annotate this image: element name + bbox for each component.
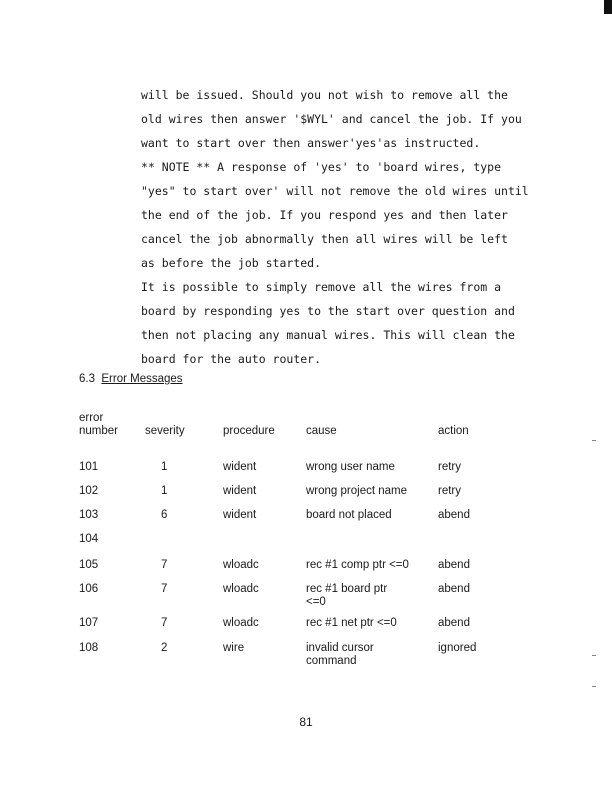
error-number: 102 [79, 485, 99, 497]
scan-margin-mark [592, 686, 596, 687]
severity: 7 [161, 559, 168, 571]
procedure: wloadc [223, 583, 259, 595]
cause: rec #1 board ptr <=0 [306, 583, 388, 608]
header-number-line2: number [79, 425, 118, 437]
header-cause: cause [306, 425, 337, 437]
severity: 7 [161, 583, 168, 595]
action: abend [438, 583, 470, 595]
table-row [79, 583, 539, 613]
action: retry [438, 461, 461, 473]
action: ignored [438, 642, 477, 654]
header-error-number [79, 412, 118, 438]
error-number: 106 [79, 583, 99, 595]
body-line: board for the auto router. [141, 352, 322, 366]
section-number: 6.3 [79, 373, 95, 385]
body-paragraph [141, 83, 541, 371]
procedure: wloadc [223, 617, 259, 629]
header-action: action [438, 425, 469, 437]
procedure: wloadc [223, 559, 259, 571]
procedure: wident [223, 461, 257, 473]
severity: 1 [161, 485, 168, 497]
header-severity: severity [145, 425, 185, 437]
header-number-line1: error [79, 412, 104, 424]
action: retry [438, 485, 461, 497]
body-line: It is possible to simply remove all the wires from a [141, 280, 502, 294]
action: abend [438, 617, 470, 629]
header-procedure: procedure [223, 425, 275, 437]
error-number: 101 [79, 461, 99, 473]
body-line: the end of the job. If you respond yes and then later [141, 208, 508, 222]
severity: 1 [161, 461, 168, 473]
error-number: 104 [79, 533, 99, 545]
cause: board not placed [306, 509, 392, 521]
scan-corner-mark [604, 0, 612, 14]
scan-margin-mark [592, 440, 596, 441]
section-heading [79, 373, 183, 385]
cause: rec #1 net ptr <=0 [306, 617, 397, 629]
body-line: then not placing any manual wires. This will clean the [141, 328, 515, 342]
body-line: old wires then answer '$WYL' and cancel the job. If you [141, 112, 522, 126]
error-number: 107 [79, 617, 99, 629]
body-line: as before the job started. [141, 256, 322, 270]
action: abend [438, 559, 470, 571]
section-title: Error Messages [101, 373, 183, 385]
cause: wrong project name [306, 485, 407, 497]
body-line: "yes" to start over' will not remove the old wires until [141, 184, 529, 198]
cause: rec #1 comp ptr <=0 [306, 559, 409, 571]
action: abend [438, 509, 470, 521]
severity: 6 [161, 509, 168, 521]
procedure: wident [223, 485, 257, 497]
procedure: wident [223, 509, 257, 521]
error-number: 103 [79, 509, 99, 521]
severity: 7 [161, 617, 168, 629]
table-row [79, 642, 539, 672]
body-line: will be issued. Should you not wish to remove all the [141, 88, 508, 102]
page-number: 81 [299, 715, 313, 729]
error-number: 108 [79, 642, 99, 654]
scan-margin-mark [592, 655, 596, 656]
body-line: board by responding yes to the start over question and [141, 304, 515, 318]
cause: wrong user name [306, 461, 395, 473]
body-line: cancel the job abnormally then all wires will be left [141, 232, 508, 246]
body-line: want to start over then answer'yes'as instructed. [141, 136, 481, 150]
cause: invalid cursor command [306, 642, 374, 667]
body-line: ** NOTE ** A response of 'yes' to 'board wires, type [141, 160, 502, 174]
procedure: wire [223, 642, 245, 654]
error-number: 105 [79, 559, 99, 571]
severity: 2 [161, 642, 168, 654]
